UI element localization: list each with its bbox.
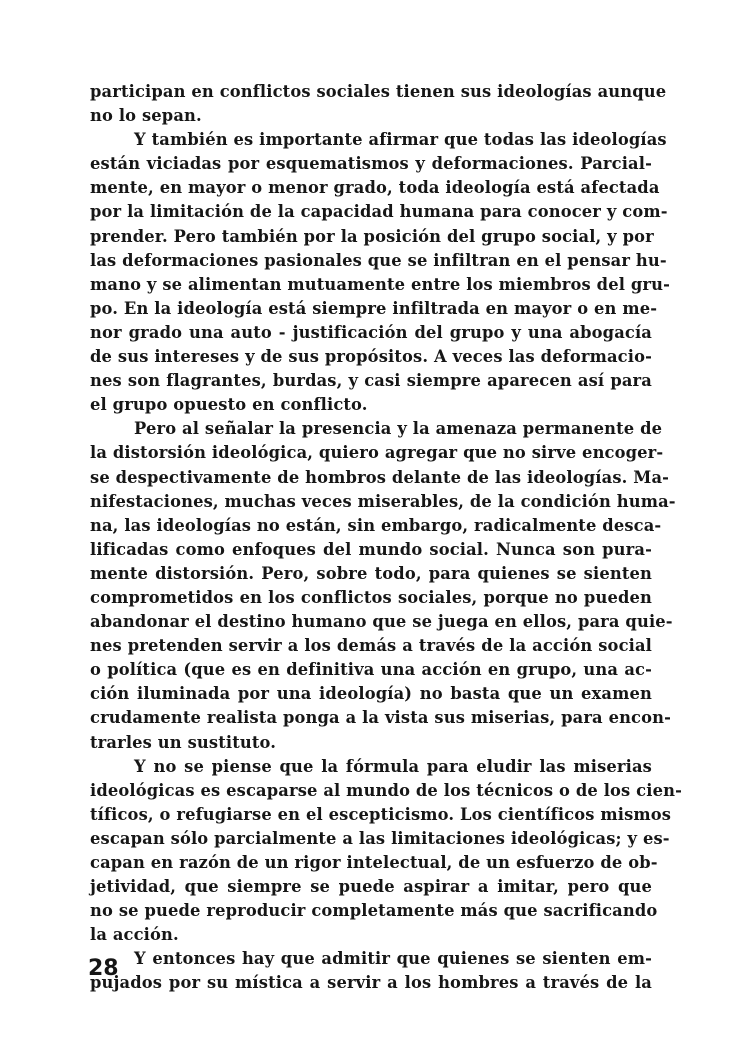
text-line: po. En la ideología está siempre infiltrada en mayor o en me- (90, 298, 658, 318)
text-line: na, las ideologías no están, sin embargo, radicalmente desca- (90, 515, 662, 535)
text-line: por la limitación de la capacidad humana para conocer y com- (90, 202, 668, 222)
text-line: mano y se alimentan mutuamente entre los miembros del gru- (90, 274, 671, 294)
text-line: abandonar el destino humano que se juega en ellos, para quie- (90, 612, 673, 632)
text-line: prender. Pero también por la posición del grupo social, y por (90, 226, 654, 246)
text-line: participan en conflictos sociales tienen sus ideologías aunque (90, 82, 667, 101)
text-line: Y también es importante afirmar que todas las ideologías (134, 130, 667, 150)
text-line: están viciadas por esquematismos y deformaciones. Parcial- (90, 154, 652, 174)
text-line: mente, en mayor o menor grado, toda ideología está afectada (90, 178, 660, 198)
text-line: o política (que es en definitiva una acción en grupo, una ac- (90, 660, 652, 680)
text-line: no lo sepan. (90, 106, 202, 126)
text-line: Pero al señalar la presencia y la amenaza permanente de (134, 419, 663, 439)
text-line: el grupo opuesto en conflicto. (90, 395, 368, 415)
text-line: tíficos, o refugiarse en el escepticismo. Los científicos mismos (90, 804, 672, 824)
text-line: lificadas como enfoques del mundo social. Nunca son pura- (90, 539, 652, 559)
text-line: jetividad, que siempre se puede aspirar a imitar, pero que (90, 877, 652, 897)
text-line: pujados por su mística a servir a los hombres a través de la (90, 973, 652, 993)
text-line: nes pretenden servir a los demás a través de la acción social (90, 636, 652, 656)
text-line: de sus intereses y de sus propósitos. A veces las deformacio- (90, 347, 652, 367)
body-text (90, 80, 682, 996)
text-line: trarles un sustituto. (90, 732, 277, 752)
text-line: nor grado una auto - justificación del grupo y una abogacía (90, 322, 652, 342)
text-line: las deformaciones pasionales que se infiltran en el pensar hu- (90, 250, 667, 270)
text-line: no se puede reproducir completamente más que sacrificando (90, 901, 658, 921)
text-line: la acción. (90, 925, 179, 945)
text-line: escapan sólo parcialmente a las limitaciones ideológicas; y es- (90, 828, 670, 848)
text-line: crudamente realista ponga a la vista sus miserias, para encon- (90, 708, 672, 728)
text-line: se despectivamente de hombros delante de las ideologías. Ma- (90, 467, 670, 487)
text-line: mente distorsión. Pero, sobre todo, para quienes se sienten (90, 563, 652, 583)
page-number: 28 (88, 956, 119, 981)
text-line: comprometidos en los conflictos sociales, porque no pueden (90, 587, 652, 607)
text-line: nes son flagrantes, burdas, y casi siempre aparecen así para (90, 371, 652, 391)
text-line: Y entonces hay que admitir que quienes se sienten em- (134, 949, 652, 969)
text-line: la distorsión ideológica, quiero agregar que no sirve encoger- (90, 443, 664, 463)
text-line: ideológicas es escaparse al mundo de los técnicos o de los cien- (90, 780, 682, 800)
text-line: nifestaciones, muchas veces miserables, de la condición huma- (90, 491, 676, 511)
text-line: Y no se piense que la fórmula para eludir las miserias (134, 756, 652, 776)
text-line: ción iluminada por una ideología) no basta que un examen (90, 684, 652, 704)
text-line: capan en razón de un rigor intelectual, de un esfuerzo de ob- (90, 853, 658, 872)
